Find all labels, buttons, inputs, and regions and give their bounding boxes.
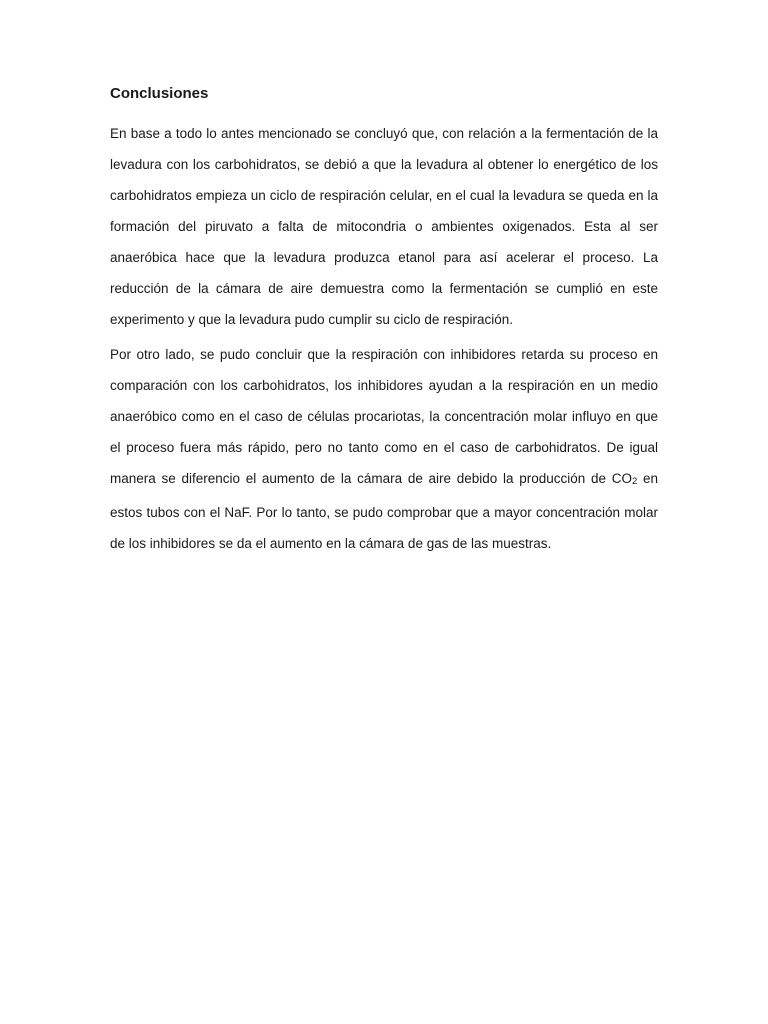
paragraph-2 (110, 339, 658, 559)
paragraph-2-text-a: Por otro lado, se pudo concluir que la respiración con inhibidores retarda su proceso en comparación con los carbohidratos, los inhibidores ayudan a la respiración en un medio anaeróbico como en el caso de células procariotas, la concentración molar influyo en que el proceso fuera más rápido, pero no tanto como en el caso de carbohidratos. De igual manera se diferencio el aumento de la cámara de aire debido la producción de CO (110, 347, 658, 486)
paragraph-2-text-b: en estos tubos con el NaF. Por lo tanto, se pudo comprobar que a mayor concentración molar de los inhibidores se da el aumento en la cámara de gas de las muestras. (110, 471, 658, 551)
section-heading: Conclusiones (110, 85, 209, 102)
co2-subscript: 2 (631, 476, 638, 487)
paragraph-1: En base a todo lo antes mencionado se concluyó que, con relación a la fermentación de la levadura con los carbohidratos, se debió a que la levadura al obtener lo energético de los carbohidratos empieza un ciclo de respiración celular, en el cual la levadura se queda en la formación del piruvato a falta de mitocondria o ambientes oxigenados. Esta al ser anaeróbica hace que la levadura produzca etanol para así acelerar el proceso. La reducción de la cámara de aire demuestra como la fermentación se cumplió en este experimento y que la levadura pudo cumplir su ciclo de respiración. (110, 126, 658, 327)
document-body (110, 82, 658, 563)
